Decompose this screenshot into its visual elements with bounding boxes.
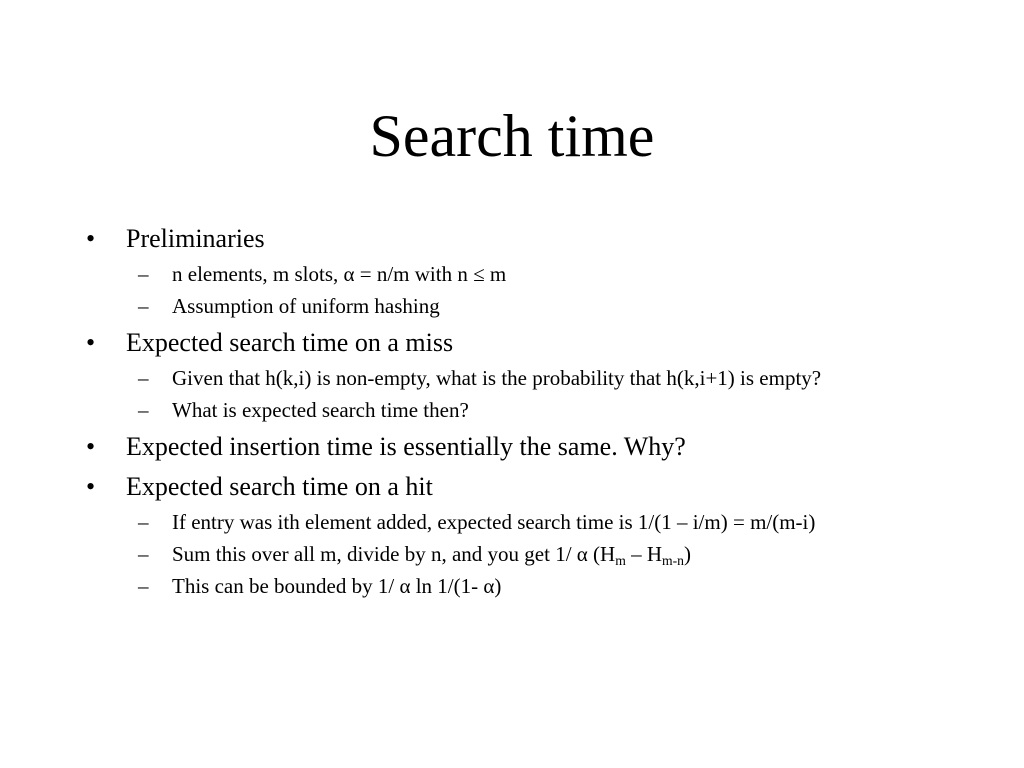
bullet-item bbox=[86, 224, 936, 254]
bullet-text: Expected insertion time is essentially the same. Why? bbox=[126, 432, 686, 461]
bullet-text: Expected search time on a miss bbox=[126, 328, 454, 357]
sub-bullet-marker: – bbox=[138, 262, 149, 286]
bullet-item bbox=[86, 472, 936, 502]
bullet-text: Preliminaries bbox=[126, 224, 265, 253]
slide-content bbox=[86, 224, 936, 598]
sum-formula-middle: – H bbox=[625, 542, 663, 566]
bullet-marker: • bbox=[86, 472, 96, 501]
bullet-marker: • bbox=[86, 224, 96, 253]
sub-bullet-text: Assumption of uniform hashing bbox=[172, 294, 440, 318]
sub-bullet-text: What is expected search time then? bbox=[172, 398, 469, 422]
sub-bullet-item bbox=[86, 542, 936, 569]
bound-formula: This can be bounded by 1/ α ln 1/(1- α) bbox=[172, 574, 502, 598]
sub-bullet-item bbox=[86, 294, 936, 318]
sum-formula-suffix: ) bbox=[684, 542, 691, 566]
sub-bullet-marker: – bbox=[138, 542, 149, 566]
slide-title: Search time bbox=[369, 103, 655, 169]
sub-bullet-text: n elements, m slots, α = n/m with n ≤ m bbox=[172, 262, 507, 286]
sub-bullet-marker: – bbox=[138, 574, 149, 598]
subscript-m-n: m-n bbox=[662, 553, 684, 569]
bullet-marker: • bbox=[86, 432, 96, 461]
bullet-text: Expected search time on a hit bbox=[126, 472, 433, 501]
sum-formula-prefix: Sum this over all m, divide by n, and you get 1/ α (H bbox=[172, 542, 616, 566]
sub-bullet-text: If entry was ith element added, expected search time is 1/(1 – i/m) = m/(m-i) bbox=[172, 510, 816, 534]
bullet-marker: • bbox=[86, 328, 96, 357]
sub-bullet-item bbox=[86, 574, 936, 598]
subscript-m: m bbox=[615, 553, 626, 569]
sub-bullet-marker: – bbox=[138, 294, 149, 318]
sub-bullet-text: Given that h(k,i) is non-empty, what is the probability that h(k,i+1) is empty? bbox=[172, 366, 822, 390]
bullet-item bbox=[86, 328, 936, 358]
sub-bullet-item bbox=[86, 366, 936, 390]
sum-formula bbox=[172, 542, 691, 569]
sub-bullet-item bbox=[86, 398, 936, 422]
bullet-item bbox=[86, 432, 936, 462]
sub-bullet-marker: – bbox=[138, 510, 149, 534]
sub-bullet-item bbox=[86, 262, 936, 286]
sub-bullet-marker: – bbox=[138, 398, 149, 422]
sub-bullet-item bbox=[86, 510, 936, 534]
sub-bullet-marker: – bbox=[138, 366, 149, 390]
